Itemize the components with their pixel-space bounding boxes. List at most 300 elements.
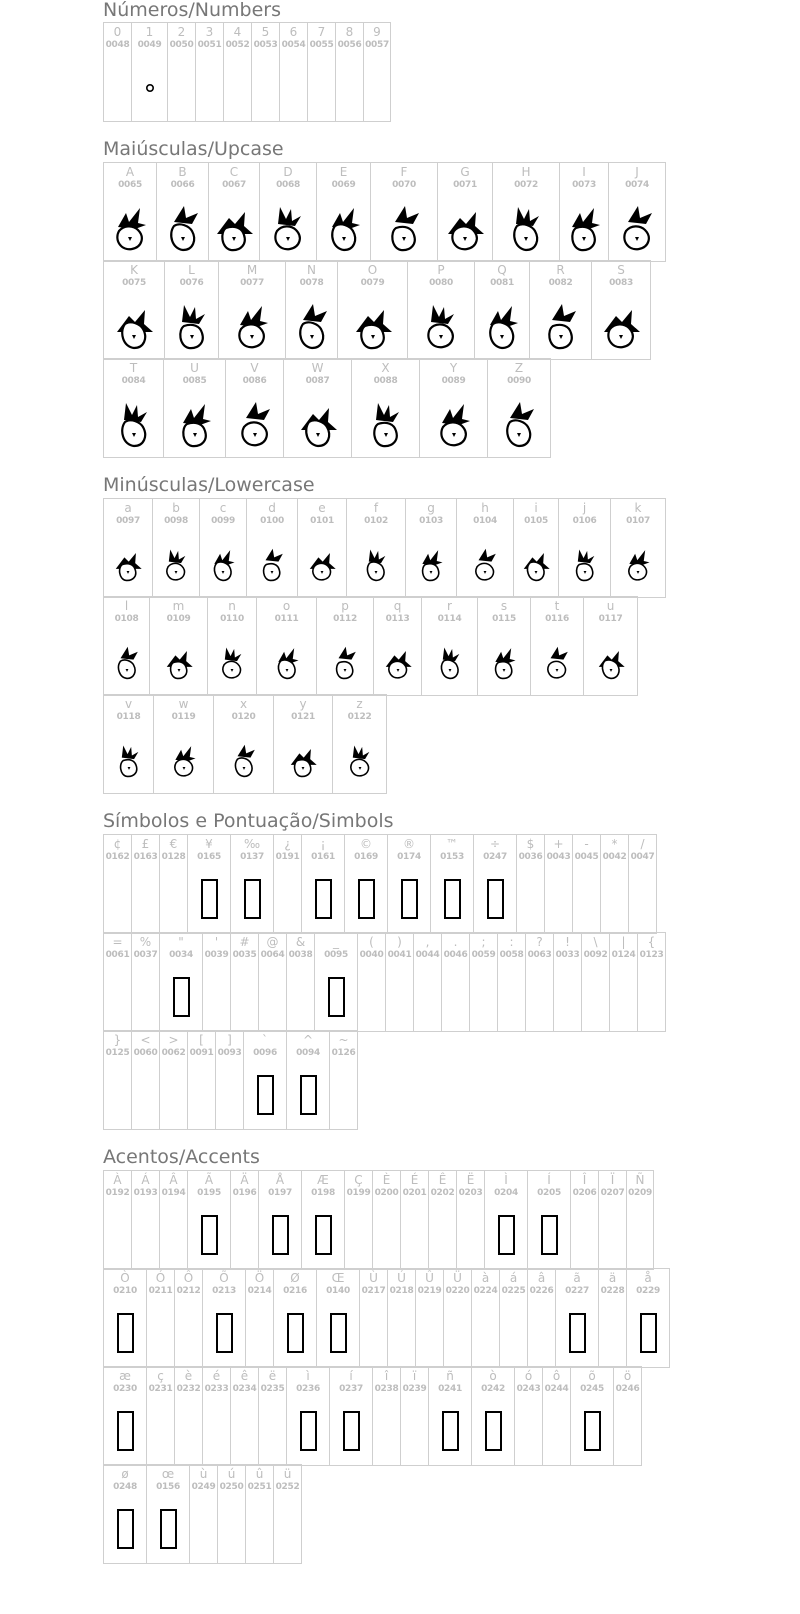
glyph-char-label: f: [373, 501, 379, 515]
glyph-code-label: 0104: [473, 516, 497, 526]
glyph-cell: [428, 1170, 457, 1270]
glyph-code-label: 0063: [527, 950, 552, 960]
glyph-cell: [474, 260, 530, 360]
glyph-code-label: 0069: [331, 180, 356, 190]
missing-glyph-box-icon: [117, 1411, 134, 1451]
glyph-code-label: 0066: [170, 180, 195, 190]
glyph-code-label: 0241: [438, 1384, 462, 1394]
glyph-code-label: 0065: [118, 180, 142, 190]
glyph-code-label: 0196: [232, 1188, 257, 1198]
glyph-code-label: 0238: [374, 1384, 399, 1394]
glyph-code-label: 0060: [133, 1048, 158, 1058]
glyph-char-label: ì: [306, 1369, 310, 1383]
glyph-char-label: ?: [536, 935, 543, 949]
glyph-code-label: 0249: [191, 1482, 216, 1492]
glyph-cell: [387, 1268, 416, 1368]
glyph-code-label: 0047: [630, 852, 655, 862]
glyph-row: [103, 162, 666, 262]
glyph-code-label: 0042: [602, 852, 627, 862]
glyph-code-label: 0113: [385, 614, 410, 624]
glyph-cell: [301, 1170, 345, 1270]
glyph-cell: [400, 1366, 429, 1466]
glyph-shape-icon: [538, 302, 584, 352]
glyph-cell: [497, 932, 526, 1032]
glyph-code-label: 0040: [359, 950, 384, 960]
glyph-cell: [516, 834, 545, 934]
glyph-shape-icon: [534, 638, 580, 688]
glyph-code-label: 0083: [609, 278, 633, 288]
glyph-char-label: 4: [233, 25, 242, 39]
glyph-code-label: 0213: [212, 1286, 236, 1296]
glyph-code-label: 0090: [507, 376, 531, 386]
glyph-cell: [530, 596, 584, 696]
glyph-char-label: k: [634, 501, 642, 515]
glyph-code-label: 0204: [494, 1188, 518, 1198]
glyph-char-label: +: [553, 837, 564, 851]
missing-glyph-box-icon: [272, 1215, 289, 1255]
glyph-cell: [370, 162, 438, 262]
glyph-char-label: Ê: [438, 1173, 447, 1187]
glyph-cell: [273, 1464, 302, 1564]
glyph-code-label: 0202: [430, 1188, 455, 1198]
glyph-char-label: P: [437, 263, 445, 277]
glyph-cell: [202, 1268, 246, 1368]
glyph-char-label: Ì: [504, 1173, 508, 1187]
missing-glyph-box-icon: [541, 1215, 558, 1255]
glyph-code-label: 0248: [113, 1482, 137, 1492]
glyph-cell: [332, 694, 387, 794]
glyph-cell: [598, 1268, 627, 1368]
section-title-accents: Acentos/Accents: [103, 1146, 260, 1168]
glyph-char-label: N: [307, 263, 316, 277]
glyph-char-label: c: [219, 501, 227, 515]
glyph-code-label: 0128: [161, 852, 186, 862]
glyph-code-label: 0224: [473, 1286, 498, 1296]
glyph-row: [103, 1464, 302, 1564]
glyph-shape-icon: [322, 638, 368, 688]
glyph-code-label: 0074: [625, 180, 649, 190]
glyph-char-label: Ñ: [635, 1173, 645, 1187]
glyph-char-label: á: [509, 1271, 518, 1285]
glyph-char-label: ú: [227, 1467, 236, 1481]
glyph-cell: [600, 834, 629, 934]
glyph-cell: [583, 596, 638, 696]
glyph-code-label: 0210: [113, 1286, 137, 1296]
glyph-shape-icon: [111, 302, 157, 352]
glyph-char-label: j: [582, 501, 587, 515]
glyph-code-label: 0045: [574, 852, 599, 862]
glyph-cell: [553, 932, 582, 1032]
glyph-code-label: 0114: [437, 614, 462, 624]
glyph-code-label: 0075: [122, 278, 146, 288]
glyph-code-label: 0048: [105, 40, 130, 50]
glyph-code-label: 0242: [481, 1384, 505, 1394]
glyph-cell: [223, 22, 252, 122]
glyph-char-label: Ö: [254, 1271, 265, 1285]
glyph-cell: [103, 1170, 132, 1270]
glyph-char-label: i: [534, 501, 538, 515]
glyph-code-label: 0053: [253, 40, 278, 50]
glyph-cell: [430, 834, 474, 934]
glyph-shape-icon: [289, 302, 335, 352]
glyph-cell: [187, 1030, 216, 1130]
glyph-char-label: =: [112, 935, 123, 949]
glyph-shape-icon: [200, 540, 246, 590]
glyph-char-label: ò: [489, 1369, 497, 1383]
glyph-code-label: 0193: [133, 1188, 158, 1198]
glyph-char-label: <: [140, 1033, 151, 1047]
glyph-cell: [316, 596, 374, 696]
glyph-char-label: _: [333, 935, 339, 949]
glyph-cell: [359, 1268, 388, 1368]
glyph-char-label: 8: [345, 25, 354, 39]
glyph-char-label: }: [113, 1033, 122, 1047]
glyph-cell: [405, 498, 457, 598]
glyph-char-label: ™: [446, 837, 458, 851]
glyph-code-label: 0243: [516, 1384, 541, 1394]
glyph-char-label: í: [349, 1369, 353, 1383]
missing-glyph-box-icon: [487, 879, 504, 919]
glyph-shape-icon: [229, 302, 275, 352]
glyph-cell: [344, 1170, 373, 1270]
glyph-char-label: å: [644, 1271, 652, 1285]
glyph-code-label: 0162: [105, 852, 130, 862]
glyph-code-label: 0036: [518, 852, 543, 862]
missing-glyph-box-icon: [640, 1313, 657, 1353]
glyph-char-label: |: [621, 935, 626, 949]
missing-glyph-box-icon: [201, 879, 218, 919]
glyph-row: [103, 358, 551, 458]
glyph-row: [103, 1268, 670, 1368]
glyph-code-label: 0037: [133, 950, 158, 960]
glyph-shape-icon: [161, 736, 207, 786]
glyph-char-label: €: [169, 837, 178, 851]
glyph-code-label: 0115: [492, 614, 516, 624]
glyph-cell: [230, 1366, 259, 1466]
glyph-cell: [570, 1170, 599, 1270]
glyph-char-label: Â: [169, 1173, 178, 1187]
glyph-code-label: 0096: [253, 1048, 277, 1058]
glyph-cell: [146, 1464, 190, 1564]
missing-glyph-box-icon: [257, 1075, 274, 1115]
glyph-code-label: 0043: [546, 852, 571, 862]
glyph-code-label: 0085: [182, 376, 207, 386]
glyph-char-label: a: [124, 501, 132, 515]
glyph-cell: [297, 498, 347, 598]
glyph-code-label: 0233: [204, 1384, 229, 1394]
glyph-cell: [256, 596, 317, 696]
glyph-cell: [149, 596, 208, 696]
glyph-char-label: 2: [177, 25, 186, 39]
glyph-cell: [286, 1030, 330, 1130]
glyph-code-label: 0203: [458, 1188, 483, 1198]
glyph-char-label: À: [113, 1173, 122, 1187]
glyph-char-label: $: [526, 837, 535, 851]
glyph-cell: [609, 932, 638, 1032]
glyph-shape-icon: [299, 540, 345, 590]
glyph-shape-icon: [153, 540, 199, 590]
glyph-cell: [208, 162, 260, 262]
glyph-char-label: o: [282, 599, 291, 613]
glyph-code-label: 0072: [514, 180, 538, 190]
glyph-cell: [572, 834, 601, 934]
glyph-code-label: 0153: [440, 852, 464, 862]
glyph-char-label: ø: [121, 1467, 129, 1481]
glyph-cell: [156, 162, 209, 262]
glyph-char-label: Å: [275, 1173, 285, 1187]
glyph-char-label: x: [239, 697, 248, 711]
glyph-cell: [230, 932, 259, 1032]
glyph-code-label: 0050: [169, 40, 194, 50]
glyph-cell: [153, 694, 214, 794]
glyph-shape-icon: [131, 64, 168, 114]
glyph-cell: [626, 1170, 654, 1270]
glyph-code-label: 0209: [628, 1188, 652, 1198]
glyph-cell: [174, 1366, 203, 1466]
glyph-cell: [285, 260, 338, 360]
glyph-cell: [471, 1268, 500, 1368]
missing-glyph-box-icon: [343, 1411, 360, 1451]
glyph-char-label: `: [262, 1033, 268, 1047]
glyph-shape-icon: [209, 638, 255, 688]
glyph-char-label: F: [400, 165, 408, 179]
glyph-code-label: 0089: [441, 376, 466, 386]
glyph-code-label: 0163: [133, 852, 158, 862]
glyph-cell: [103, 162, 157, 262]
glyph-cell: [525, 932, 554, 1032]
glyph-char-label: I: [582, 165, 586, 179]
glyph-code-label: 0252: [275, 1482, 300, 1492]
glyph-code-label: 0226: [529, 1286, 554, 1296]
glyph-code-label: 0044: [415, 950, 440, 960]
glyph-code-label: 0124: [611, 950, 636, 960]
glyph-cell: [103, 1366, 147, 1466]
glyph-code-label: 0197: [268, 1188, 292, 1198]
glyph-char-label: 5: [261, 25, 270, 39]
glyph-char-label: .: [453, 935, 458, 949]
glyph-cell: [598, 1170, 627, 1270]
glyph-code-label: 0220: [445, 1286, 470, 1296]
section-title-upcase: Maiúsculas/Upcase: [103, 138, 284, 160]
glyph-cell: [335, 22, 364, 122]
glyph-code-label: 0205: [537, 1188, 561, 1198]
glyph-code-label: 0100: [260, 516, 284, 526]
glyph-cell: [103, 1268, 147, 1368]
glyph-char-label: J: [635, 165, 639, 179]
glyph-cell: [637, 932, 666, 1032]
glyph-code-label: 0034: [169, 950, 193, 960]
glyph-cell: [202, 932, 231, 1032]
glyph-char-label: T: [129, 361, 138, 375]
glyph-code-label: 0126: [331, 1048, 356, 1058]
glyph-shape-icon: [264, 638, 310, 688]
glyph-char-label: Ï: [610, 1173, 615, 1187]
glyph-char-label: 1: [145, 25, 154, 39]
glyph-char-label: V: [250, 361, 259, 375]
glyph-code-label: 0079: [360, 278, 385, 288]
glyph-shape-icon: [614, 204, 660, 254]
glyph-char-label: z: [356, 697, 363, 711]
glyph-cell: [258, 1170, 302, 1270]
glyph-char-label: ¿: [284, 837, 291, 851]
glyph-code-label: 0095: [324, 950, 348, 960]
missing-glyph-box-icon: [442, 1411, 459, 1451]
glyph-cell: [477, 596, 531, 696]
glyph-char-label: L: [188, 263, 195, 277]
glyph-cell: [273, 1268, 317, 1368]
glyph-cell: [245, 1464, 274, 1564]
glyph-code-label: 0125: [105, 1048, 130, 1058]
glyph-code-label: 0107: [626, 516, 650, 526]
glyph-char-label: ù: [199, 1467, 208, 1481]
glyph-code-label: 0245: [580, 1384, 604, 1394]
glyph-shape-icon: [363, 400, 409, 450]
glyph-cell: [492, 162, 560, 262]
glyph-cell: [103, 694, 154, 794]
glyph-cell: [559, 162, 609, 262]
glyph-shape-icon: [111, 400, 157, 450]
glyph-cell: [514, 1366, 543, 1466]
missing-glyph-box-icon: [444, 879, 461, 919]
glyph-code-label: 0122: [347, 712, 372, 722]
glyph-char-label: Q: [497, 263, 507, 277]
glyph-char-label: ã: [573, 1271, 581, 1285]
glyph-char-label: b: [172, 501, 180, 515]
glyph-row: [103, 1366, 642, 1466]
missing-glyph-box-icon: [485, 1411, 502, 1451]
missing-glyph-box-icon: [330, 1313, 347, 1353]
glyph-code-label: 0109: [166, 614, 191, 624]
glyph-cell: [373, 596, 422, 696]
glyph-cell: [421, 596, 478, 696]
glyph-char-label: ñ: [446, 1369, 454, 1383]
glyph-code-label: 0073: [572, 180, 596, 190]
glyph-char-label: A: [125, 165, 135, 179]
glyph-cell: [258, 1366, 287, 1466]
glyph-cell: [103, 260, 165, 360]
glyph-shape-icon: [615, 540, 661, 590]
glyph-code-label: 0098: [164, 516, 188, 526]
glyph-char-label: q: [393, 599, 402, 613]
glyph-cell: [558, 498, 611, 598]
glyph-cell: [103, 498, 153, 598]
glyph-code-label: 0064: [260, 950, 285, 960]
glyph-shape-icon: [481, 638, 527, 688]
glyph-cell: [469, 932, 498, 1032]
missing-glyph-box-icon: [315, 879, 332, 919]
glyph-char-label: {: [647, 935, 656, 949]
glyph-char-label: œ: [161, 1467, 175, 1481]
glyph-char-label: E: [339, 165, 348, 179]
glyph-char-label: e: [318, 501, 326, 515]
glyph-cell: [103, 1464, 147, 1564]
glyph-shape-icon: [295, 400, 341, 450]
glyph-code-label: 0216: [283, 1286, 307, 1296]
glyph-shape-icon: [337, 736, 383, 786]
glyph-cell: [316, 162, 371, 262]
glyph-code-label: 0046: [443, 950, 468, 960]
glyph-cell: [329, 1366, 373, 1466]
glyph-shape-icon: [232, 400, 278, 450]
glyph-code-label: 0191: [275, 852, 300, 862]
glyph-code-label: 0110: [220, 614, 244, 624]
glyph-char-label: ': [214, 935, 219, 949]
glyph-cell: [189, 1464, 218, 1564]
glyph-code-label: 0054: [281, 40, 306, 50]
glyph-code-label: 0082: [548, 278, 573, 288]
glyph-char-label: ¡: [320, 837, 326, 851]
glyph-code-label: 0199: [346, 1188, 371, 1198]
glyph-cell: [473, 834, 517, 934]
glyph-code-label: 0250: [219, 1482, 244, 1492]
glyph-char-label: Ô: [183, 1271, 194, 1285]
glyph-shape-icon: [418, 302, 464, 352]
glyph-cell: [164, 260, 219, 360]
glyph-char-label: U: [190, 361, 199, 375]
glyph-cell: [387, 834, 431, 934]
glyph-cell: [316, 1268, 360, 1368]
glyph-char-label: :: [509, 935, 514, 949]
glyph-char-label: /: [640, 837, 645, 851]
glyph-cell: [542, 1366, 571, 1466]
glyph-code-label: 0212: [176, 1286, 201, 1296]
glyph-cell: [273, 834, 302, 934]
glyph-char-label: Ü: [453, 1271, 462, 1285]
glyph-row: [103, 1030, 358, 1130]
glyph-char-label: ô: [552, 1369, 561, 1383]
glyph-code-label: 0080: [429, 278, 453, 288]
glyph-char-label: [: [199, 1033, 204, 1047]
glyph-code-label: 0081: [490, 278, 514, 288]
glyph-code-label: 0051: [197, 40, 222, 50]
missing-glyph-box-icon: [584, 1411, 601, 1451]
glyph-cell: [499, 1268, 528, 1368]
glyph-char-label: l: [124, 599, 129, 613]
glyph-char-label: î: [384, 1369, 389, 1383]
glyph-cell: [103, 1030, 132, 1130]
glyph-cell: [103, 358, 164, 458]
glyph-code-label: 0236: [296, 1384, 320, 1394]
glyph-cell: [456, 1170, 485, 1270]
missing-glyph-box-icon: [498, 1215, 515, 1255]
glyph-char-label: é: [212, 1369, 221, 1383]
glyph-cell: [487, 358, 551, 458]
glyph-code-label: 0192: [105, 1188, 130, 1198]
glyph-char-label: ä: [608, 1271, 617, 1285]
glyph-shape-icon: [375, 638, 421, 688]
glyph-code-label: 0093: [217, 1048, 242, 1058]
glyph-cell: [159, 834, 188, 934]
glyph-char-label: ©: [360, 837, 372, 851]
glyph-char-label: ": [178, 935, 184, 949]
glyph-shape-icon: [598, 302, 644, 352]
missing-glyph-box-icon: [328, 977, 345, 1017]
glyph-cell: [103, 834, 132, 934]
glyph-cell: [131, 932, 160, 1032]
glyph-char-label: æ: [119, 1369, 131, 1383]
glyph-cell: [314, 932, 358, 1032]
glyph-cell: [407, 260, 475, 360]
glyph-cell: [195, 22, 224, 122]
glyph-code-label: 0101: [310, 516, 334, 526]
glyph-cell: [131, 1030, 160, 1130]
glyph-code-label: 0071: [453, 180, 477, 190]
glyph-code-label: 0219: [417, 1286, 442, 1296]
glyph-code-label: 0123: [639, 950, 664, 960]
glyph-cell: [174, 1268, 203, 1368]
glyph-cell: [428, 1366, 472, 1466]
glyph-code-label: 0244: [544, 1384, 569, 1394]
